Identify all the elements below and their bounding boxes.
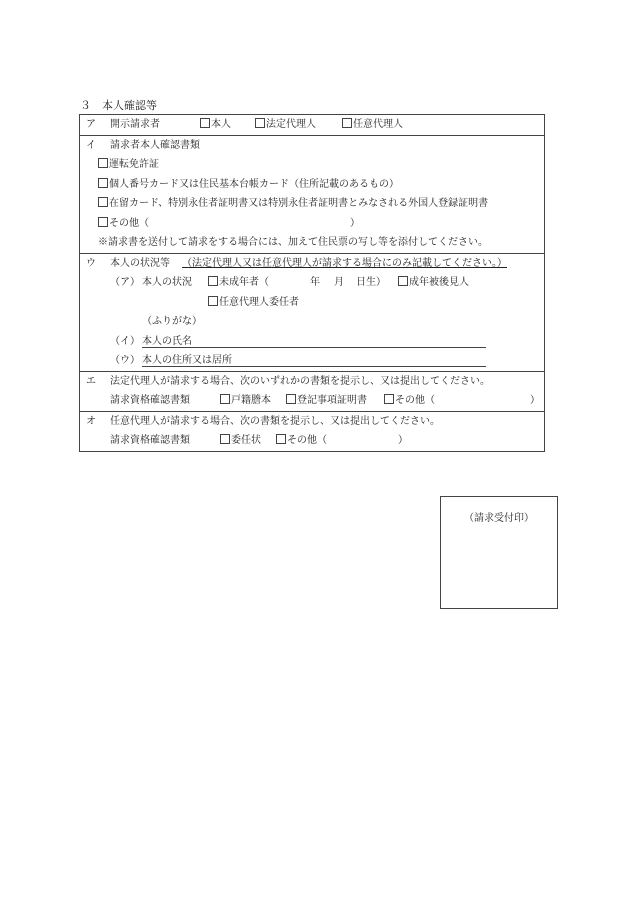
checkbox-icon[interactable] [98,178,108,188]
section-e [80,371,544,411]
checkbox-icon[interactable] [398,276,408,286]
checkbox-icon[interactable] [342,118,352,128]
checkbox-icon[interactable] [220,434,230,444]
mark-u-paren: （ウ） [110,355,140,366]
legal-agent-note: 法定代理人が請求する場合、次のいずれかの書類を提示し、又は提出してください。 [110,375,490,387]
name-line[interactable] [142,347,486,348]
status-label: 本人の状況 [142,277,192,288]
section-heading: ３ 本人確認等 [80,99,157,112]
opt-self[interactable]: 本人 [200,115,231,135]
checkbox-icon[interactable] [286,394,296,404]
label-year: 年 [310,277,320,288]
mark-e: エ [86,375,96,387]
opt-adult-ward[interactable]: 成年被後見人 [398,273,469,293]
doc-other-close: ） [350,217,360,229]
mark-i-paren: （イ） [110,335,140,347]
doc-license[interactable]: 運転免許証 [98,155,159,175]
checkbox-icon[interactable] [255,118,265,128]
id-docs-title: 請求者本人確認書類 [110,139,200,151]
mark-a: ア [86,119,96,130]
mail-note: ※請求書を送付して請求をする場合には、加えて住民票の写し等を添付してください。 [98,237,488,248]
checkbox-icon[interactable] [200,118,210,128]
label-day: 日生） [356,277,386,288]
doc-other[interactable]: その他（ [98,214,149,234]
section-a [80,115,544,135]
checkbox-icon[interactable] [98,158,108,168]
opt-family-register[interactable]: 戸籍謄本 [220,391,271,411]
furigana-label: （ふりがな） [142,316,202,327]
status-note: （法定代理人又は任意代理人が請求する場合にのみ記載してください。） [182,257,507,269]
name-label: 本人の氏名 [142,335,192,347]
checkbox-icon[interactable] [208,276,218,286]
checkbox-icon[interactable] [98,217,108,227]
mark-i: イ [86,139,96,151]
opt-other-e[interactable]: その他（ [384,391,435,411]
opt-minor[interactable]: 未成年者（ [208,273,269,293]
voluntary-agent-note: 任意代理人が請求する場合、次の書類を提示し、又は提出してください。 [110,415,440,427]
requester-label: 開示請求者 [110,119,160,130]
other-e-close: ） [530,395,540,406]
status-title: 本人の状況等 [110,257,170,269]
checkbox-icon[interactable] [384,394,394,404]
opt-registry-cert[interactable]: 登記事項証明書 [286,391,367,411]
section-i [80,135,544,253]
mark-o: オ [86,415,96,427]
checkbox-icon[interactable] [208,296,218,306]
section-u [80,253,544,371]
opt-other-o[interactable]: その他（ [276,431,327,451]
opt-principal[interactable]: 任意代理人委任者 [208,293,299,313]
address-label: 本人の住所又は居所 [142,355,232,366]
reception-stamp-box [440,496,558,609]
mark-a-paren: （ア） [110,277,140,288]
checkbox-icon[interactable] [98,197,108,207]
checkbox-icon[interactable] [276,434,286,444]
stamp-label: （請求受付印） [464,513,534,524]
doc-mynumber[interactable]: 個人番号カード又は住民基本台帳カード（住所記載のあるもの） [98,175,399,195]
other-o-close: ） [398,435,408,446]
section-o [80,411,544,451]
checkbox-icon[interactable] [220,394,230,404]
label-month: 月 [334,277,344,288]
mark-u: ウ [86,257,96,269]
opt-legal-agent[interactable]: 法定代理人 [255,115,316,135]
address-line[interactable] [142,366,486,367]
opt-power-of-attorney[interactable]: 委任状 [220,431,261,451]
qual-docs-label-o: 請求資格確認書類 [110,435,190,446]
identity-form [79,114,545,452]
doc-residence[interactable]: 在留カード、特別永住者証明書又は特別永住者証明書とみなされる外国人登録証明書 [98,194,488,214]
opt-voluntary-agent[interactable]: 任意代理人 [342,115,403,135]
qual-docs-label: 請求資格確認書類 [110,395,190,406]
